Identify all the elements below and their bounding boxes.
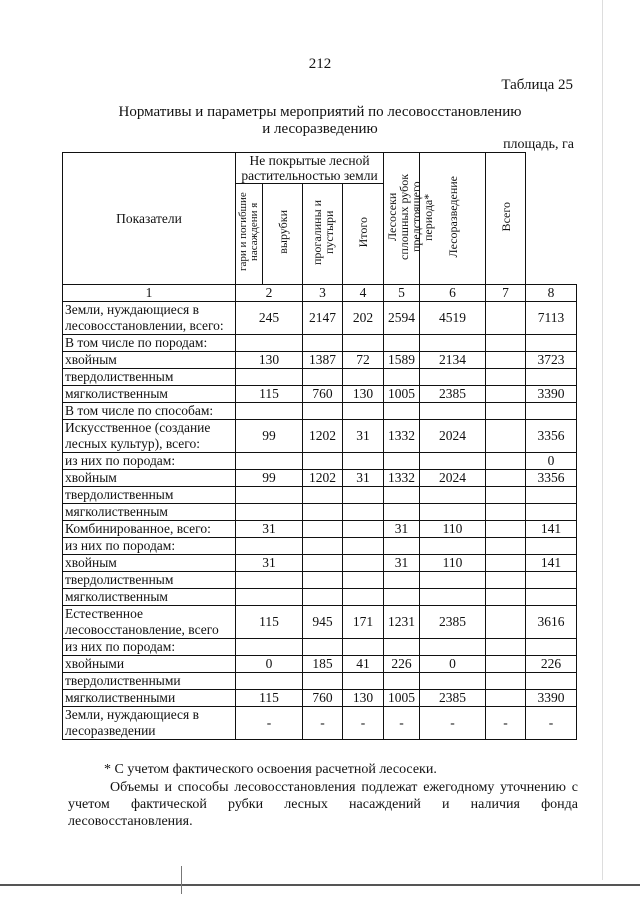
cell-c4	[343, 572, 384, 589]
cell-c4	[343, 369, 384, 386]
cell-c8	[526, 538, 577, 555]
cell-c3: 2147	[303, 302, 343, 335]
cell-c2: 115	[236, 606, 303, 639]
cell-c3	[303, 673, 343, 690]
table-row	[63, 369, 577, 386]
cell-c2	[236, 589, 303, 606]
row-label: Искусственное (создание лесных культур), всего:	[63, 420, 236, 453]
cell-c8	[526, 572, 577, 589]
cell-c8	[526, 487, 577, 504]
cell-c4	[343, 403, 384, 420]
cell-c2: 115	[236, 386, 303, 403]
header-col6	[384, 153, 436, 285]
cell-c5: 1589	[384, 352, 420, 369]
table-row	[63, 420, 577, 453]
row-label: хвойным	[63, 555, 236, 572]
cell-c7	[486, 572, 526, 589]
cell-c5: 1005	[384, 690, 420, 707]
table-title-line-1: Нормативы и параметры мероприятий по лесовосстановлению	[118, 104, 522, 120]
cell-c5	[384, 639, 420, 656]
cell-c2	[236, 369, 303, 386]
body-paragraph: Объемы и способы лесовосстановления подлежат ежегодному уточнению с учетом фактической рубки лесных насаждений и наличия фонда лесовосстановления.	[68, 780, 578, 829]
column-number: 1	[63, 285, 236, 302]
cell-c7	[486, 335, 526, 352]
cell-c5	[384, 504, 420, 521]
header-col8-text: Всего	[498, 201, 513, 232]
cell-c8	[526, 335, 577, 352]
cell-c8	[526, 504, 577, 521]
cell-c3	[303, 487, 343, 504]
table-row	[63, 707, 577, 740]
cell-c7	[486, 656, 526, 673]
row-label: твердолиственными	[63, 673, 236, 690]
cell-c4: -	[343, 707, 384, 740]
cell-c6: 2024	[420, 420, 486, 453]
cell-c4: 41	[343, 656, 384, 673]
row-label: твердолиственным	[63, 487, 236, 504]
table-row	[63, 572, 577, 589]
cell-c6: 0	[420, 656, 486, 673]
cell-c6: 2385	[420, 606, 486, 639]
header-col6-text: Лесосеки сплошных рубок предстоящего периода*	[385, 173, 436, 260]
header-col8	[486, 153, 526, 285]
cell-c8: 141	[526, 555, 577, 572]
cell-c6	[420, 403, 486, 420]
header-col3	[263, 184, 303, 285]
cell-c2: 245	[236, 302, 303, 335]
row-label: хвойным	[63, 470, 236, 487]
cell-c2	[236, 673, 303, 690]
cell-c4: 31	[343, 420, 384, 453]
cell-c3: 945	[303, 606, 343, 639]
cell-c6: 2024	[420, 470, 486, 487]
cell-c5: 1332	[384, 470, 420, 487]
cell-c6: 4519	[420, 302, 486, 335]
cell-c4	[343, 487, 384, 504]
table-row	[63, 639, 577, 656]
header-group-uncovered: Не покрытые лесной растительностью земли	[236, 153, 384, 184]
header-col4	[303, 184, 343, 285]
cell-c7	[486, 504, 526, 521]
cell-c4	[343, 673, 384, 690]
cell-c7	[486, 386, 526, 403]
cell-c3: 760	[303, 690, 343, 707]
cell-c3: 185	[303, 656, 343, 673]
cell-c2	[236, 639, 303, 656]
cell-c5	[384, 403, 420, 420]
cell-c6	[420, 639, 486, 656]
cell-c4: 171	[343, 606, 384, 639]
cell-c7	[486, 690, 526, 707]
cell-c3	[303, 521, 343, 538]
cell-c8: 3723	[526, 352, 577, 369]
cell-c3	[303, 369, 343, 386]
cell-c7	[486, 606, 526, 639]
cell-c6: 110	[420, 521, 486, 538]
cell-c8	[526, 589, 577, 606]
cell-c3	[303, 589, 343, 606]
cell-c6: 2385	[420, 386, 486, 403]
table-row	[63, 656, 577, 673]
cell-c6: 2385	[420, 690, 486, 707]
table-title-line-2: и лесоразведению	[262, 121, 378, 137]
column-number: 4	[343, 285, 384, 302]
cell-c2: 31	[236, 555, 303, 572]
cell-c8: -	[526, 707, 577, 740]
cell-c8	[526, 639, 577, 656]
cell-c3	[303, 403, 343, 420]
cell-c6	[420, 504, 486, 521]
cell-c7	[486, 639, 526, 656]
cell-c4	[343, 538, 384, 555]
cell-c5: 226	[384, 656, 420, 673]
cell-c6	[420, 572, 486, 589]
cell-c7	[486, 403, 526, 420]
table-row	[63, 538, 577, 555]
cell-c7	[486, 470, 526, 487]
cell-c7	[486, 453, 526, 470]
table-row	[63, 606, 577, 639]
cell-c8: 7113	[526, 302, 577, 335]
header-col5	[343, 184, 384, 285]
cell-c5: 2594	[384, 302, 420, 335]
column-number: 2	[236, 285, 303, 302]
cell-c3	[303, 335, 343, 352]
cell-c7	[486, 538, 526, 555]
cell-c5: 1231	[384, 606, 420, 639]
cell-c5	[384, 369, 420, 386]
cell-c8: 3356	[526, 470, 577, 487]
cell-c2	[236, 453, 303, 470]
cell-c6: 2134	[420, 352, 486, 369]
cell-c2	[236, 538, 303, 555]
row-label: Земли, нуждающиеся в лесоразведении	[63, 707, 236, 740]
row-label: хвойным	[63, 352, 236, 369]
bottom-rule	[0, 884, 640, 886]
cell-c6: 110	[420, 555, 486, 572]
cell-c4	[343, 521, 384, 538]
header-col7-text: Лесоразведение	[445, 175, 460, 258]
column-number: 6	[420, 285, 486, 302]
cell-c5: -	[384, 707, 420, 740]
row-label: хвойными	[63, 656, 236, 673]
cell-c7	[486, 555, 526, 572]
cell-c8	[526, 673, 577, 690]
cell-c7	[486, 420, 526, 453]
cell-c3: 1202	[303, 470, 343, 487]
cell-c2: 99	[236, 420, 303, 453]
cell-c2	[236, 487, 303, 504]
row-label: из них по породам:	[63, 538, 236, 555]
header-col5-text: Итого	[356, 216, 371, 248]
row-label: мягколиственным	[63, 504, 236, 521]
cell-c8: 3390	[526, 386, 577, 403]
bottom-tick-mark	[181, 866, 182, 894]
cell-c3	[303, 572, 343, 589]
cell-c3: 1387	[303, 352, 343, 369]
header-indicators: Показатели	[63, 153, 236, 285]
page-number: 212	[308, 56, 332, 72]
row-label: мягколиственным	[63, 386, 236, 403]
table-row	[63, 555, 577, 572]
row-label: Комбинированное, всего:	[63, 521, 236, 538]
cell-c8: 226	[526, 656, 577, 673]
cell-c5	[384, 453, 420, 470]
cell-c2: 115	[236, 690, 303, 707]
cell-c2	[236, 572, 303, 589]
cell-c6	[420, 589, 486, 606]
cell-c2	[236, 504, 303, 521]
cell-c4: 130	[343, 690, 384, 707]
table-row	[63, 386, 577, 403]
header-col4-text: прогалины и пустыри	[309, 199, 336, 265]
table-row	[63, 403, 577, 420]
cell-c6	[420, 335, 486, 352]
footnote: * С учетом фактического освоения расчетной лесосеки.	[104, 762, 437, 777]
table-row	[63, 589, 577, 606]
table-row	[63, 487, 577, 504]
cell-c8	[526, 403, 577, 420]
cell-c8: 3390	[526, 690, 577, 707]
cell-c7	[486, 302, 526, 335]
cell-c4	[343, 555, 384, 572]
row-label: Земли, нуждающиеся в лесовосстановлении, всего:	[63, 302, 236, 335]
cell-c5: 1332	[384, 420, 420, 453]
data-table	[62, 152, 577, 740]
cell-c8	[526, 369, 577, 386]
cell-c5: 1005	[384, 386, 420, 403]
cell-c6	[420, 538, 486, 555]
cell-c8: 3616	[526, 606, 577, 639]
cell-c3	[303, 504, 343, 521]
cell-c3: -	[303, 707, 343, 740]
header-col3-text: вырубки	[275, 210, 290, 254]
table-label: Таблица 25	[501, 77, 573, 93]
cell-c7	[486, 369, 526, 386]
table-row	[63, 470, 577, 487]
table-row	[63, 352, 577, 369]
cell-c3: 760	[303, 386, 343, 403]
row-label: твердолиственным	[63, 572, 236, 589]
table-row	[63, 673, 577, 690]
table-row	[63, 690, 577, 707]
cell-c4	[343, 453, 384, 470]
column-number: 3	[303, 285, 343, 302]
cell-c2: -	[236, 707, 303, 740]
cell-c4	[343, 504, 384, 521]
cell-c4	[343, 589, 384, 606]
cell-c7: -	[486, 707, 526, 740]
cell-c4: 31	[343, 470, 384, 487]
unit-label: площадь, га	[503, 137, 574, 152]
cell-c2: 99	[236, 470, 303, 487]
cell-c6	[420, 487, 486, 504]
row-label: Естественное лесовосстановление, всего	[63, 606, 236, 639]
cell-c2: 130	[236, 352, 303, 369]
page-edge-line	[602, 0, 603, 880]
cell-c2	[236, 335, 303, 352]
header-col2-text: гари и погибшие насаждени я	[237, 192, 260, 272]
cell-c7	[486, 673, 526, 690]
cell-c8: 3356	[526, 420, 577, 453]
cell-c5	[384, 538, 420, 555]
row-label: мягколиственными	[63, 690, 236, 707]
table-row	[63, 302, 577, 335]
row-label: мягколиственным	[63, 589, 236, 606]
cell-c3	[303, 453, 343, 470]
column-number: 5	[384, 285, 420, 302]
cell-c6	[420, 453, 486, 470]
cell-c5: 31	[384, 521, 420, 538]
column-number-row	[63, 285, 577, 302]
table-title	[80, 104, 560, 138]
cell-c2	[236, 403, 303, 420]
cell-c5	[384, 487, 420, 504]
row-label: твердолиственным	[63, 369, 236, 386]
cell-c5	[384, 673, 420, 690]
cell-c3: 1202	[303, 420, 343, 453]
cell-c4: 72	[343, 352, 384, 369]
cell-c5	[384, 335, 420, 352]
cell-c6	[420, 369, 486, 386]
cell-c4: 130	[343, 386, 384, 403]
cell-c2: 0	[236, 656, 303, 673]
column-number: 8	[526, 285, 577, 302]
cell-c3	[303, 538, 343, 555]
cell-c5: 31	[384, 555, 420, 572]
table-row	[63, 521, 577, 538]
row-label: В том числе по способам:	[63, 403, 236, 420]
cell-c8: 141	[526, 521, 577, 538]
table-row	[63, 453, 577, 470]
header-col2	[236, 184, 263, 285]
cell-c2: 31	[236, 521, 303, 538]
table-row	[63, 504, 577, 521]
cell-c7	[486, 589, 526, 606]
row-label: В том числе по породам:	[63, 335, 236, 352]
table-row	[63, 335, 577, 352]
cell-c7	[486, 352, 526, 369]
cell-c8: 0	[526, 453, 577, 470]
cell-c4	[343, 335, 384, 352]
cell-c3	[303, 639, 343, 656]
row-label: из них по породам:	[63, 639, 236, 656]
cell-c5	[384, 572, 420, 589]
cell-c4: 202	[343, 302, 384, 335]
cell-c3	[303, 555, 343, 572]
cell-c6	[420, 673, 486, 690]
column-number: 7	[486, 285, 526, 302]
row-label: из них по породам:	[63, 453, 236, 470]
cell-c7	[486, 487, 526, 504]
cell-c7	[486, 521, 526, 538]
cell-c4	[343, 639, 384, 656]
cell-c5	[384, 589, 420, 606]
cell-c6: -	[420, 707, 486, 740]
